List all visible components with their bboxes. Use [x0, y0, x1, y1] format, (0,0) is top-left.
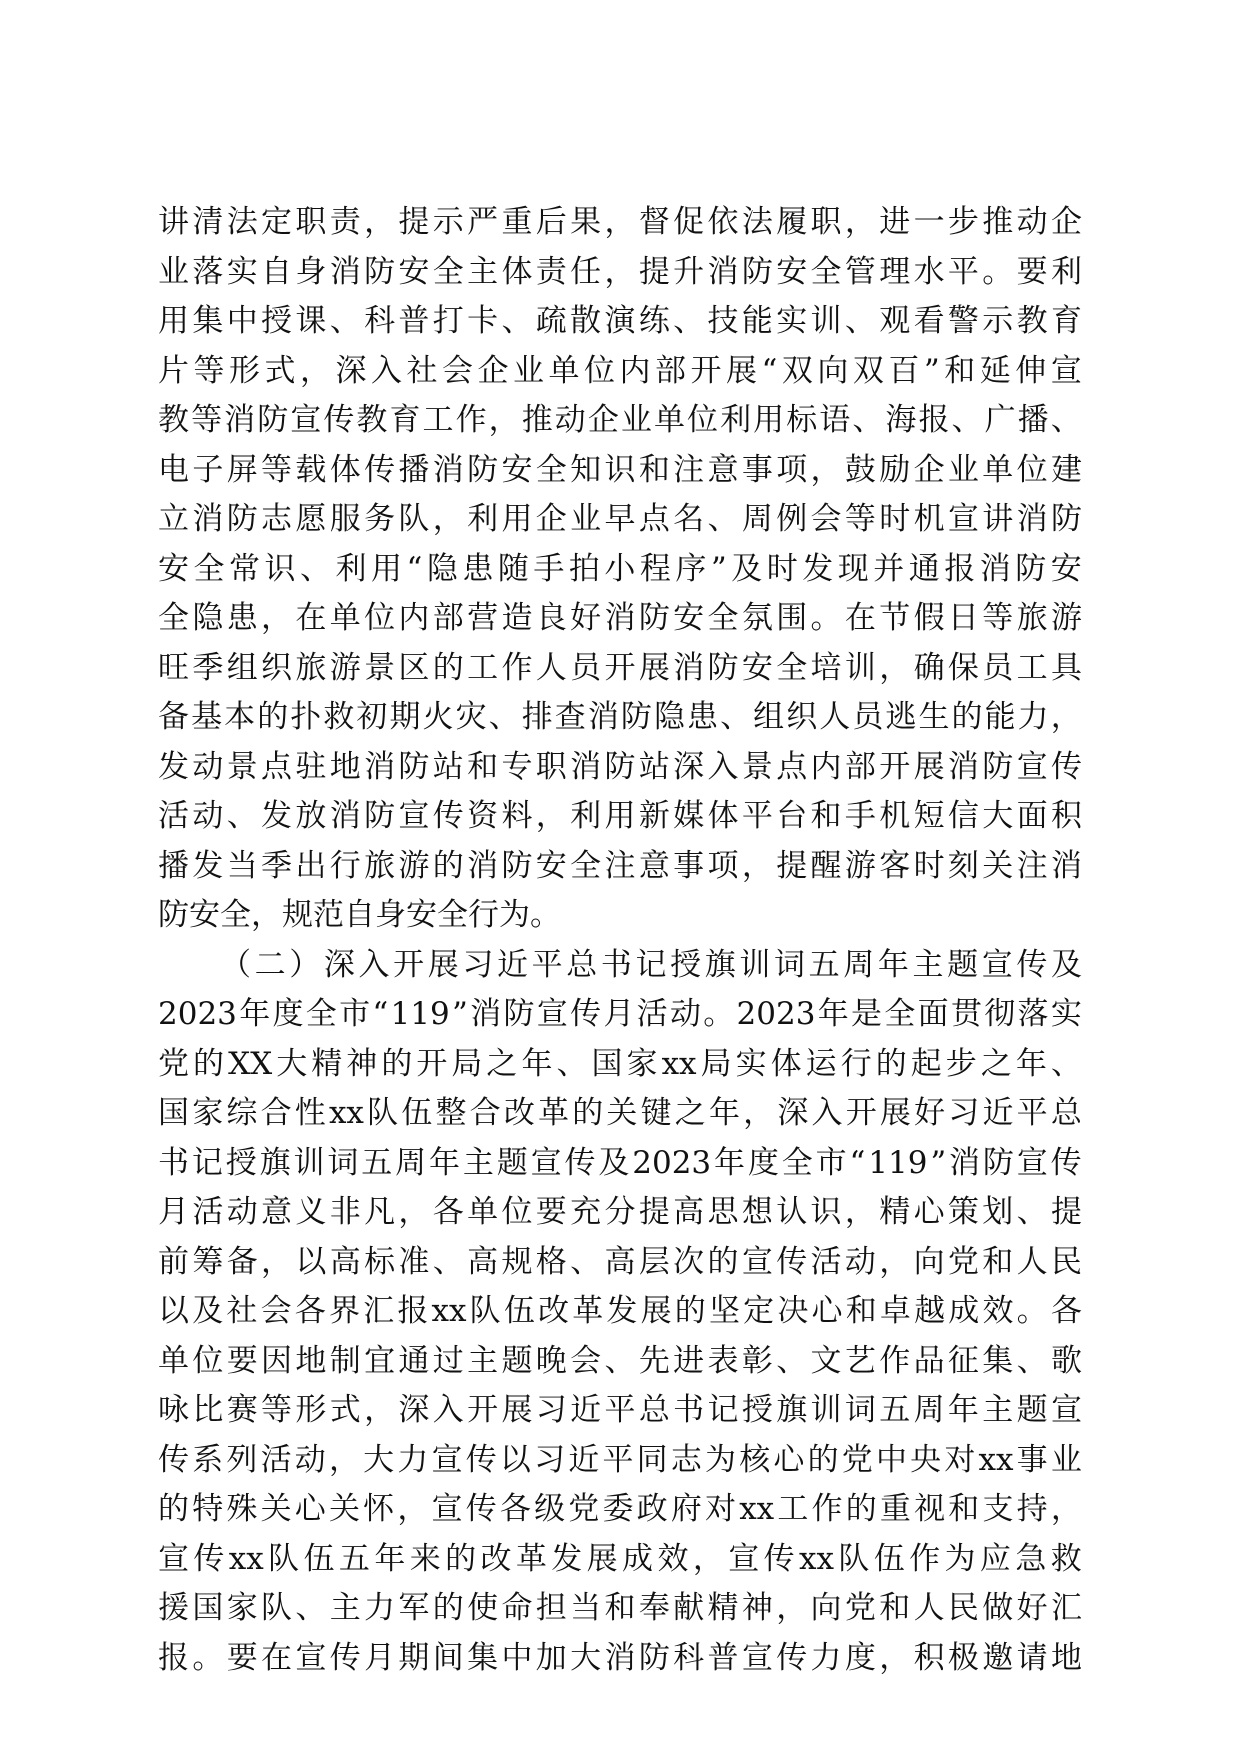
text-line: 活 动 、 发 放 消 防 宣 传 资 料 ， 利 用 新 媒 体 平 台 和 手 机 短 信 大 面 积	[158, 798, 1082, 834]
text-line: 2023 年 度 全 市 “ 119 ” 消 防 宣 传 月 活 动 。 2023 年 是 全 面 贯 彻 落 实	[158, 996, 1082, 1032]
text-line: 咏 比 赛 等 形 式 ， 深 入 开 展 习 近 平 总 书 记 授 旗 训 词 五 周 年 主 题 宣	[158, 1392, 1082, 1428]
text-line: 发 动 景 点 驻 地 消 防 站 和 专 职 消 防 站 深 入 景 点 内 部 开 展 消 防 宣 传	[158, 748, 1082, 785]
text-line: 全 隐 患 ， 在 单 位 内 部 营 造 良 好 消 防 安 全 氛 围 。 在 节 假 日 等 旅 游	[158, 600, 1082, 636]
document-body	[158, 198, 1082, 1683]
text-line: （ 二 ） 深 入 开 展 习 近 平 总 书 记 授 旗 训 词 五 周 年 主 题 宣 传 及	[220, 946, 1082, 983]
paragraph-2	[158, 941, 1082, 1684]
text-line: 月 活 动 意 义 非 凡 ， 各 单 位 要 充 分 提 高 思 想 认 识 ， 精 心 策 划 、 提	[158, 1194, 1082, 1230]
text-line: 用 集 中 授 课 、 科 普 打 卡 、 疏 散 演 练 、 技 能 实 训 、 观 看 警 示 教 育	[158, 303, 1082, 339]
text-line: 单 位 要 因 地 制 宜 通 过 主 题 晚 会 、 先 进 表 彰 、 文 艺 作 品 征 集 、 歌	[158, 1342, 1082, 1379]
text-line: 业 落 实 自 身 消 防 安 全 主 体 责 任 ， 提 升 消 防 安 全 管 理 水 平 。 要 利	[158, 253, 1082, 290]
text-line: 备 基 本 的 扑 救 初 期 火 灾 、 排 查 消 防 隐 患 、 组 织 人 员 逃 生 的 能 力 ，	[158, 699, 1082, 735]
text-line: 宣 传 xx 队 伍 五 年 来 的 改 革 发 展 成 效 ， 宣 传 xx 队 伍 作 为 应 急 救	[158, 1540, 1082, 1577]
text-line: 播 发 当 季 出 行 旅 游 的 消 防 安 全 注 意 事 项 ， 提 醒 游 客 时 刻 关 注 消	[158, 847, 1082, 884]
text-line: 旺 季 组 织 旅 游 景 区 的 工 作 人 员 开 展 消 防 安 全 培 训 ， 确 保 员 工 具	[158, 649, 1082, 686]
text-line: 的 特 殊 关 心 关 怀 ， 宣 传 各 级 党 委 政 府 对 xx 工 作 的 重 视 和 支 持 ，	[158, 1491, 1082, 1527]
text-line: 书 记 授 旗 训 词 五 周 年 主 题 宣 传 及 2023 年 度 全 市 “ 119 ” 消 防 宣 传	[158, 1144, 1082, 1181]
text-line: 前 筹 备 ， 以 高 标 准 、 高 规 格 、 高 层 次 的 宣 传 活 动 ， 向 党 和 人 民	[158, 1243, 1082, 1280]
text-line: 教 等 消 防 宣 传 教 育 工 作 ， 推 动 企 业 单 位 利 用 标 语 、 海 报 、 广 播 、	[158, 402, 1082, 438]
paragraph-1	[158, 198, 1082, 941]
text-line: 防 安 全 ， 规 范 自 身 安 全 行 为 。	[158, 897, 561, 933]
text-line: 党 的 XX 大 精 神 的 开 局 之 年 、 国 家 xx 局 实 体 运 行 的 起 步 之 年 、	[158, 1045, 1082, 1082]
text-line: 国 家 综 合 性 xx 队 伍 整 合 改 革 的 关 键 之 年 ， 深 入 开 展 好 习 近 平 总	[158, 1095, 1082, 1131]
text-line: 以 及 社 会 各 界 汇 报 xx 队 伍 改 革 发 展 的 坚 定 决 心 和 卓 越 成 效 。 各	[158, 1293, 1082, 1329]
text-line: 片 等 形 式 ， 深 入 社 会 企 业 单 位 内 部 开 展 “ 双 向 双 百 ” 和 延 伸 宣	[158, 352, 1082, 389]
text-line: 安 全 常 识 、 利 用 “ 隐 患 随 手 拍 小 程 序 ” 及 时 发 现 并 通 报 消 防 安	[158, 550, 1082, 587]
text-line: 立 消 防 志 愿 服 务 队 ， 利 用 企 业 早 点 名 、 周 例 会 等 时 机 宣 讲 消 防	[158, 501, 1082, 537]
text-line: 援 国 家 队 、 主 力 军 的 使 命 担 当 和 奉 献 精 神 ， 向 党 和 人 民 做 好 汇	[158, 1590, 1082, 1626]
text-line: 电 子 屏 等 载 体 传 播 消 防 安 全 知 识 和 注 意 事 项 ， 鼓 励 企 业 单 位 建	[158, 451, 1082, 488]
text-line: 传 系 列 活 动 ， 大 力 宣 传 以 习 近 平 同 志 为 核 心 的 党 中 央 对 xx 事 业	[158, 1441, 1082, 1478]
text-line: 报 。 要 在 宣 传 月 期 间 集 中 加 大 消 防 科 普 宣 传 力 度 ， 积 极 邀 请 地	[158, 1639, 1082, 1676]
text-line: 讲 清 法 定 职 责 ， 提 示 严 重 后 果 ， 督 促 依 法 履 职 ， 进 一 步 推 动 企	[158, 204, 1082, 240]
